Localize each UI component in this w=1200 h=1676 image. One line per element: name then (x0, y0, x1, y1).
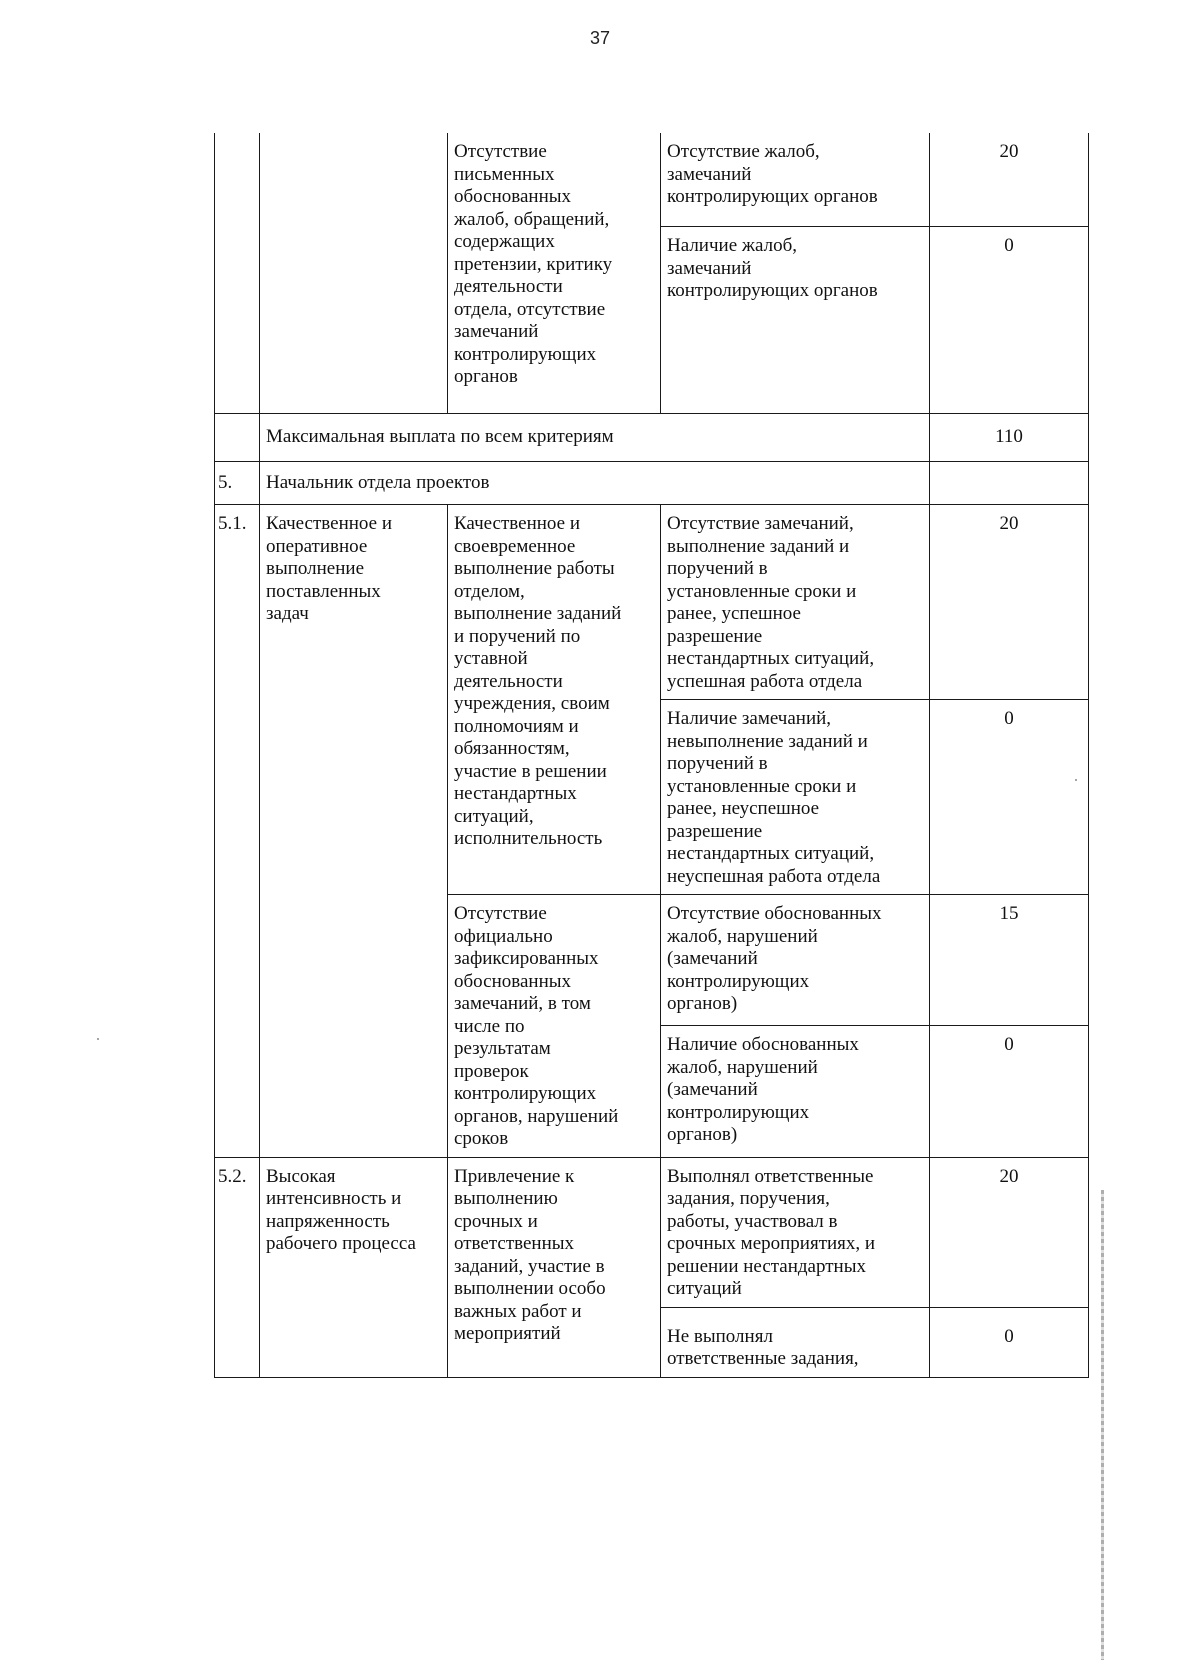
condition-cell: Отсутствие обоснованных жалоб, нарушений (замечаний контролирующих органов) (661, 895, 930, 1026)
points-cell: 0 (930, 1307, 1089, 1377)
points-cell: 15 (930, 895, 1089, 1026)
section-title: Начальник отдела проектов (260, 461, 930, 505)
condition-cell: Наличие обоснованных жалоб, нарушений (замечаний контролирующих органов) (661, 1026, 930, 1157)
points-cell-empty (930, 461, 1089, 505)
points-cell: 0 (930, 700, 1089, 895)
page-number: 37 (589, 28, 611, 48)
table-row (215, 133, 1089, 227)
points-cell: 20 (930, 505, 1089, 700)
condition-cell: Выполнял ответственные задания, поручения, работы, участвовал в срочных мероприятиях, и решении нестандартных ситуаций (661, 1157, 930, 1307)
criterion-cell: Привлечение к выполнению срочных и ответственных заданий, участие в выполнении особо важных работ и мероприятий (448, 1157, 661, 1377)
points-cell: 0 (930, 1026, 1089, 1157)
criterion-cell: Качественное и своевременное выполнение работы отделом, выполнение заданий и поручений по уставной деятельности учреждения, своим полномочиям и обязанностям, участие в решении нестандартных ситуаций, исполнительность (448, 505, 661, 895)
section-row (215, 461, 1089, 505)
condition-cell: Не выполнял ответственные задания, (661, 1307, 930, 1377)
max-payment-row (215, 414, 1089, 462)
indicator-cell-empty (260, 133, 448, 414)
num-cell-empty (215, 133, 260, 414)
indicator-cell: Высокая интенсивность и напряженность рабочего процесса (260, 1157, 448, 1377)
criterion-cell: Отсутствие письменных обоснованных жалоб, обращений, содержащих претензии, критику деятельности отдела, отсутствие замечаний контролирующих органов (448, 133, 661, 414)
scan-speck (97, 1038, 99, 1040)
item-number: 5.1. (215, 505, 260, 1158)
points-cell: 20 (930, 133, 1089, 227)
scan-speck (1075, 779, 1077, 781)
section-number: 5. (215, 461, 260, 505)
condition-cell: Наличие замечаний, невыполнение заданий и поручений в установленные сроки и ранее, неуспешное разрешение нестандартных ситуаций, неуспешная работа отдела (661, 700, 930, 895)
max-payment-value: 110 (930, 414, 1089, 462)
condition-cell: Отсутствие замечаний, выполнение заданий и поручений в установленные сроки и ранее, успешное разрешение нестандартных ситуаций, успешная работа отдела (661, 505, 930, 700)
condition-cell: Отсутствие жалоб, замечаний контролирующих органов (661, 133, 930, 227)
num-cell-empty (215, 414, 260, 462)
table-row (215, 1157, 1089, 1307)
points-cell: 20 (930, 1157, 1089, 1307)
indicator-cell: Качественное и оперативное выполнение поставленных задач (260, 505, 448, 1158)
condition-cell: Наличие жалоб, замечаний контролирующих органов (661, 227, 930, 414)
table-row (215, 505, 1089, 700)
criterion-cell: Отсутствие официально зафиксированных обоснованных замечаний, в том числе по результатам проверок контролирующих органов, нарушений сроков (448, 895, 661, 1158)
max-payment-label: Максимальная выплата по всем критериям (260, 414, 930, 462)
points-cell: 0 (930, 227, 1089, 414)
item-number: 5.2. (215, 1157, 260, 1377)
scan-edge-artifact (1101, 1190, 1104, 1660)
criteria-table (214, 133, 1089, 1378)
